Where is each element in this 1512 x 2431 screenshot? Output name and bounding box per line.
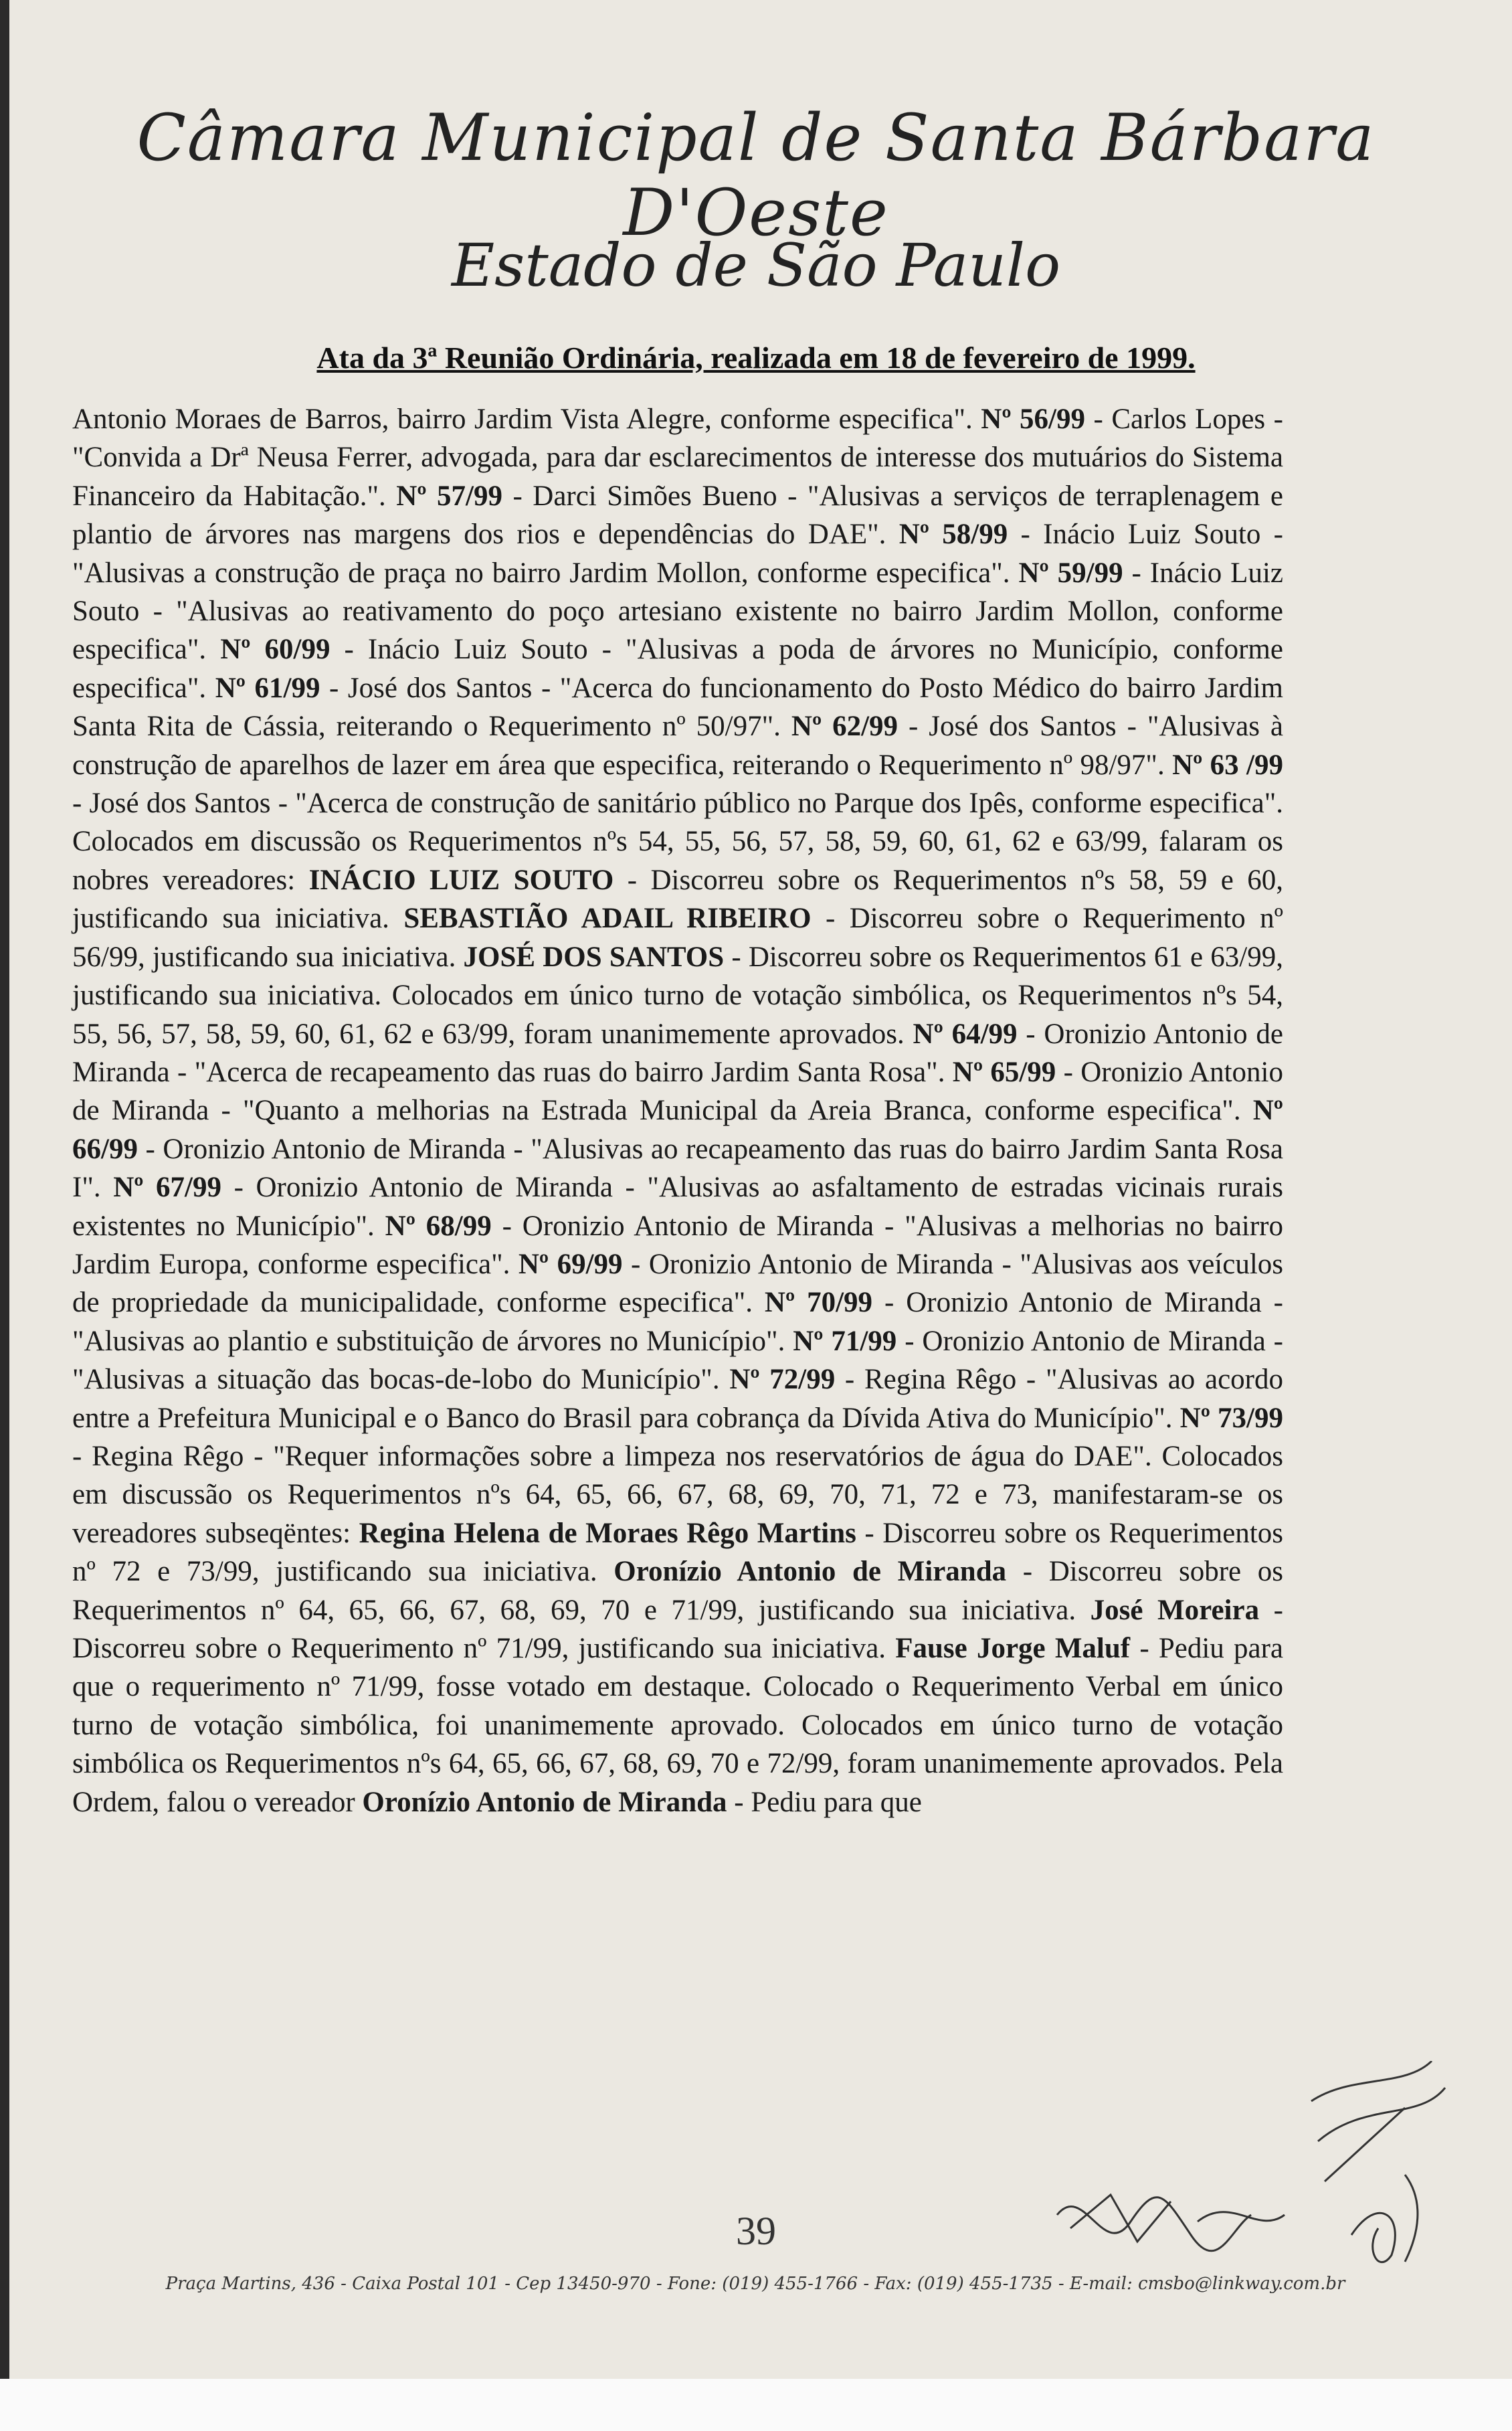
bold-reference: Nº 66/99 (72, 1095, 1283, 1165)
bold-reference: Nº 67/99 (113, 1172, 221, 1204)
body-text-segment: - Oronizio Antonio de Miranda - "Alusivas ao recapeamento das ruas do bairro Jardim Santa Rosa I". (72, 1133, 1283, 1204)
body-text-segment: - Regina Rêgo - "Alusivas ao acordo entre a Prefeitura Municipal e o Banco do Brasil para cobrança da Dívida Ativa do Município". (72, 1364, 1283, 1434)
body-text-segment: - Oronizio Antonio de Miranda - "Alusivas aos veículos de propriedade da municipalidade, conforme especifica". (72, 1248, 1283, 1319)
bold-reference: Nº 73/99 (1179, 1402, 1283, 1434)
bold-reference: Regina Helena de Moraes Rêgo Martins (359, 1517, 856, 1549)
body-text-segment: - Carlos Lopes - "Convida a Drª Neusa Ferrer, advogada, para dar esclarecimentos de interesse dos mutuários do Sistema Financeiro da Habitação.". (72, 403, 1283, 512)
minutes-title: Ata da 3ª Reunião Ordinária, realizada em 18 de fevereiro de 1999. (316, 341, 1196, 375)
body-text-segment: Antonio Moraes de Barros, bairro Jardim Vista Alegre, conforme especifica". (72, 403, 981, 435)
body-text-segment: - Discorreu sobre o Requerimento nº 71/99, justificando sua iniciativa. (72, 1594, 1283, 1664)
bold-reference: Fause Jorge Maluf (895, 1633, 1131, 1664)
bold-reference: Nº 71/99 (793, 1325, 897, 1357)
body-text-segment: - Oronizio Antonio de Miranda - "Alusivas ao plantio e substituição de árvores no Município". (72, 1287, 1283, 1357)
body-text-segment: - Discorreu sobre o Requerimento nº 56/99, justificando sua iniciativa. (72, 903, 1283, 973)
letterhead-footer: Praça Martins, 436 - Caixa Postal 101 - Cep 13450-970 - Fone: (019) 455-1766 - Fax: (019) 455-1735 - E-mail: cmsbo@linkway.com.br (165, 2274, 1345, 2294)
bold-reference: Nº 68/99 (385, 1210, 492, 1242)
minutes-body (72, 400, 1283, 1821)
bold-reference: Nº 58/99 (899, 519, 1008, 551)
bold-reference: Nº 57/99 (396, 480, 502, 512)
bold-reference: Nº 62/99 (791, 711, 899, 743)
body-text-segment: - Oronizio Antonio de Miranda - "Quanto a melhorias na Estrada Municipal da Areia Branca, conforme especifica". (72, 1056, 1283, 1127)
bold-reference: José Moreira (1090, 1594, 1260, 1626)
body-paragraph (72, 400, 1283, 1821)
body-text-segment: - Inácio Luiz Souto - "Alusivas a poda de árvores no Município, conforme especifica". (72, 634, 1283, 704)
body-text-segment: - Pediu para que (727, 1786, 922, 1818)
letterhead-title: Câmara Municipal de Santa Bárbara D'Oeste (136, 100, 1376, 250)
body-text-segment: - Oronizio Antonio de Miranda - "Alusivas a situação das bocas-de-lobo do Município". (72, 1325, 1283, 1396)
body-text-segment: - Discorreu sobre os Requerimentos nºs 58, 59 e 60, justificando sua iniciativa. (72, 864, 1283, 935)
bold-reference: Nº 65/99 (952, 1056, 1056, 1088)
bold-reference: Nº 69/99 (518, 1248, 623, 1280)
body-text-segment: - Regina Rêgo - "Requer informações sobre a limpeza nos reservatórios de água do DAE". Colocados em discussão os Requerimentos nºs 64, 65, 66, 67, 68, 69, 70, 71, 72 e 73, manifestaram-se os vereadores subseqëntes: (72, 1440, 1283, 1549)
body-text-segment: - Inácio Luiz Souto - "Alusivas a construção de praça no bairro Jardim Mollon, conforme especifica". (72, 519, 1283, 589)
bold-reference: SEBASTIÃO ADAIL RIBEIRO (403, 903, 812, 935)
body-text-segment: - José dos Santos - "Acerca de construção de sanitário público no Parque dos Ipês, conforme especifica". Colocados em discussão os Requerimentos nºs 54, 55, 56, 57, 58, 59, 60, 61, 62 e 63/99, falaram os nobres vereadores: (72, 788, 1283, 896)
body-text-segment: - José dos Santos - "Acerca do funcionamento do Posto Médico do bairro Jardim Santa Rita de Cássia, reiterando o Requerimento nº 50/97". (72, 672, 1283, 743)
letterhead-subtitle: Estado de São Paulo (451, 231, 1061, 300)
body-text-segment: - Discorreu sobre os Requerimentos 61 e 63/99, justificando sua iniciativa. Colocados em único turno de votação simbólica, os Requerimentos nºs 54, 55, 56, 57, 58, 59, 60, 61, 62 e 63/99, foram unanimemente aprovados. (72, 941, 1283, 1050)
bold-reference: Nº 72/99 (729, 1364, 836, 1396)
body-text-segment: - Pediu para que o requerimento nº 71/99, fosse votado em destaque. Colocado o Requerimento Verbal em único turno de votação simbólica, foi unanimemente aprovado. Colocados em único turno de votação simbólica os Requerimentos nºs 64, 65, 66, 67, 68, 69, 70 e 72/99, foram unanimemente aprovados. Pela Ordem, falou o vereador (72, 1633, 1283, 1818)
body-text-segment: - Oronizio Antonio de Miranda - "Alusivas ao asfaltamento de estradas vicinais rurais existentes no Município". (72, 1172, 1283, 1242)
bold-reference: Nº 70/99 (764, 1287, 873, 1319)
body-text-segment: - José dos Santos - "Alusivas à construção de aparelhos de lazer em área que especifica, reiterando o Requerimento nº 98/97". (72, 711, 1283, 781)
bold-reference: Nº 64/99 (913, 1018, 1018, 1050)
body-text-segment: - Discorreu sobre os Requerimentos nº 72 e 73/99, justificando sua iniciativa. (72, 1517, 1283, 1588)
bold-reference: INÁCIO LUIZ SOUTO (308, 864, 614, 896)
body-text-segment: - Discorreu sobre os Requerimentos nº 64, 65, 66, 67, 68, 69, 70 e 71/99, justificando sua iniciativa. (72, 1556, 1283, 1626)
bold-reference: Nº 60/99 (220, 634, 330, 666)
bold-reference: Nº 59/99 (1018, 557, 1123, 589)
bold-reference: Nº 56/99 (981, 403, 1085, 435)
body-text-segment: - Oronizio Antonio de Miranda - "Alusivas a melhorias no bairro Jardim Europa, conforme especifica". (72, 1210, 1283, 1280)
body-text-segment: - Inácio Luiz Souto - "Alusivas ao reativamento do poço artesiano existente no bairro Jardim Mollon, conforme especifica". (72, 557, 1283, 666)
bold-reference: JOSÉ DOS SANTOS (463, 941, 725, 973)
bold-reference: Nº 63 /99 (1172, 749, 1283, 781)
scan-margin-bottom (0, 2379, 1512, 2431)
body-text-segment: - Oronizio Antonio de Miranda - "Acerca de recapeamento das ruas do bairro Jardim Santa Rosa". (72, 1018, 1283, 1088)
page-number: 39 (736, 2209, 776, 2253)
bold-reference: Nº 61/99 (215, 672, 320, 704)
signature-scribble (1030, 2061, 1458, 2275)
bold-reference: Oronízio Antonio de Miranda (613, 1556, 1007, 1588)
bold-reference: Oronízio Antonio de Miranda (362, 1786, 727, 1818)
body-text-segment: - Darci Simões Bueno - "Alusivas a serviços de terraplenagem e plantio de árvores nas margens dos rios e dependências do DAE". (72, 480, 1283, 551)
